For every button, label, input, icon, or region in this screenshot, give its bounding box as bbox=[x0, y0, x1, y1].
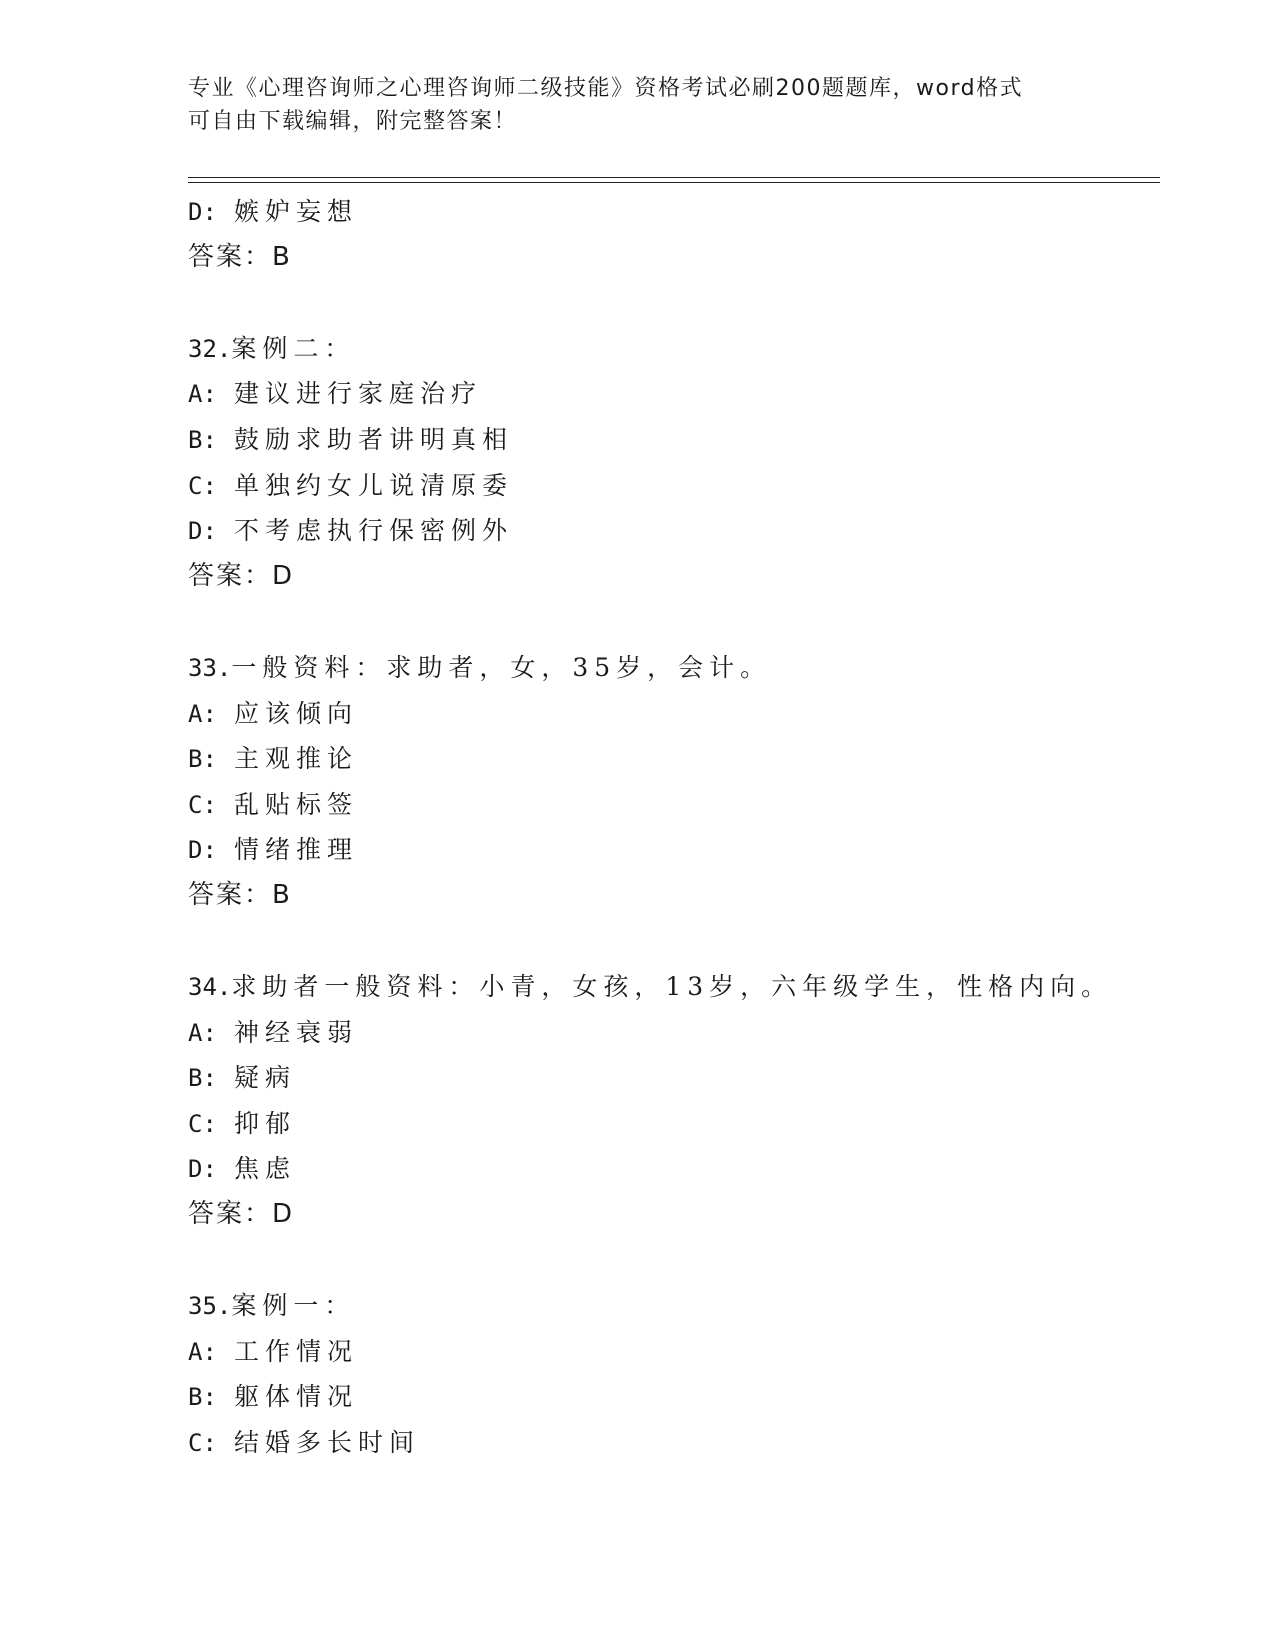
header-line-2: 可自由下载编辑，附完整答案！ bbox=[188, 109, 518, 134]
option-text: 单独约女儿说清原委 bbox=[234, 470, 514, 500]
option-text: 工作情况 bbox=[234, 1336, 359, 1366]
option-text: 神经衰弱 bbox=[234, 1017, 359, 1047]
option-label: C: bbox=[188, 1429, 217, 1458]
option-a bbox=[188, 1329, 1188, 1375]
option-a bbox=[188, 371, 1188, 417]
option-text: 嫉妒妄想 bbox=[234, 197, 359, 226]
question-stem bbox=[188, 1283, 1188, 1329]
question-text: 求助者一般资料：小青，女孩，13岁，六年级学生，性格内向。 bbox=[231, 972, 1113, 1002]
option-text: 建议进行家庭治疗 bbox=[234, 379, 483, 409]
answer-value: B bbox=[272, 879, 291, 910]
option-label: A: bbox=[188, 1018, 217, 1047]
answer-line bbox=[188, 554, 1188, 600]
option-label: D: bbox=[188, 836, 217, 865]
option-label: A: bbox=[188, 1337, 217, 1366]
answer-label: 答案： bbox=[188, 241, 273, 272]
question-list bbox=[188, 189, 1188, 1466]
option-d bbox=[188, 189, 1188, 235]
option-text: 鼓励求助者讲明真相 bbox=[234, 424, 514, 454]
option-text: 应该倾向 bbox=[234, 698, 359, 728]
option-text: 躯体情况 bbox=[234, 1382, 359, 1412]
header-divider-bottom bbox=[188, 182, 1160, 183]
answer-line bbox=[188, 1192, 1188, 1238]
question-number: 32. bbox=[188, 334, 232, 363]
option-text: 疑病 bbox=[234, 1063, 297, 1093]
option-label: D: bbox=[188, 198, 217, 226]
option-label: D: bbox=[188, 1155, 217, 1184]
option-b bbox=[188, 417, 1188, 463]
answer-value: D bbox=[272, 1199, 294, 1230]
option-c bbox=[188, 463, 1188, 509]
option-label: C: bbox=[188, 790, 217, 819]
option-text: 结婚多长时间 bbox=[234, 1428, 421, 1458]
page-header bbox=[188, 72, 1088, 138]
option-d bbox=[188, 827, 1188, 873]
option-label: B: bbox=[188, 425, 217, 454]
option-label: B: bbox=[188, 1064, 217, 1093]
question-text: 一般资料：求助者，女，35岁，会计。 bbox=[231, 652, 772, 682]
option-a bbox=[188, 1010, 1188, 1056]
option-c bbox=[188, 1101, 1188, 1147]
answer-label: 答案： bbox=[188, 879, 273, 910]
option-d bbox=[188, 1146, 1188, 1192]
answer-value: B bbox=[272, 241, 291, 272]
option-text: 主观推论 bbox=[234, 744, 359, 774]
question-stem bbox=[188, 645, 1188, 691]
question-stem bbox=[188, 326, 1188, 372]
option-text: 乱贴标签 bbox=[234, 789, 359, 819]
option-label: C: bbox=[188, 471, 217, 500]
question-text: 案例二： bbox=[231, 333, 356, 363]
option-text: 不考虑执行保密例外 bbox=[234, 516, 514, 546]
question-number: 35. bbox=[188, 1292, 232, 1321]
answer-label: 答案： bbox=[188, 1199, 273, 1230]
header-divider-top bbox=[188, 177, 1160, 178]
option-label: A: bbox=[188, 380, 217, 409]
answer-value: D bbox=[272, 560, 294, 591]
question-stem bbox=[188, 964, 1188, 1010]
option-c bbox=[188, 782, 1188, 828]
option-label: C: bbox=[188, 1109, 217, 1138]
option-c bbox=[188, 1420, 1188, 1466]
option-label: A: bbox=[188, 699, 217, 728]
answer-line bbox=[188, 873, 1188, 919]
option-text: 情绪推理 bbox=[234, 835, 359, 865]
option-label: B: bbox=[188, 1383, 217, 1412]
question-number: 33. bbox=[188, 653, 232, 682]
answer-label: 答案： bbox=[188, 560, 273, 591]
option-d bbox=[188, 508, 1188, 554]
option-b bbox=[188, 1374, 1188, 1420]
answer-line bbox=[188, 235, 1188, 281]
option-a bbox=[188, 691, 1188, 737]
option-text: 焦虑 bbox=[234, 1154, 297, 1184]
option-text: 抑郁 bbox=[234, 1108, 297, 1138]
option-label: D: bbox=[188, 517, 217, 546]
option-b bbox=[188, 736, 1188, 782]
header-line-1: 专业《心理咨询师之心理咨询师二级技能》资格考试必刷200题题库，word格式 bbox=[188, 76, 1024, 101]
question-text: 案例一： bbox=[231, 1291, 356, 1321]
option-b bbox=[188, 1055, 1188, 1101]
option-label: B: bbox=[188, 745, 217, 774]
question-number: 34. bbox=[188, 973, 232, 1002]
